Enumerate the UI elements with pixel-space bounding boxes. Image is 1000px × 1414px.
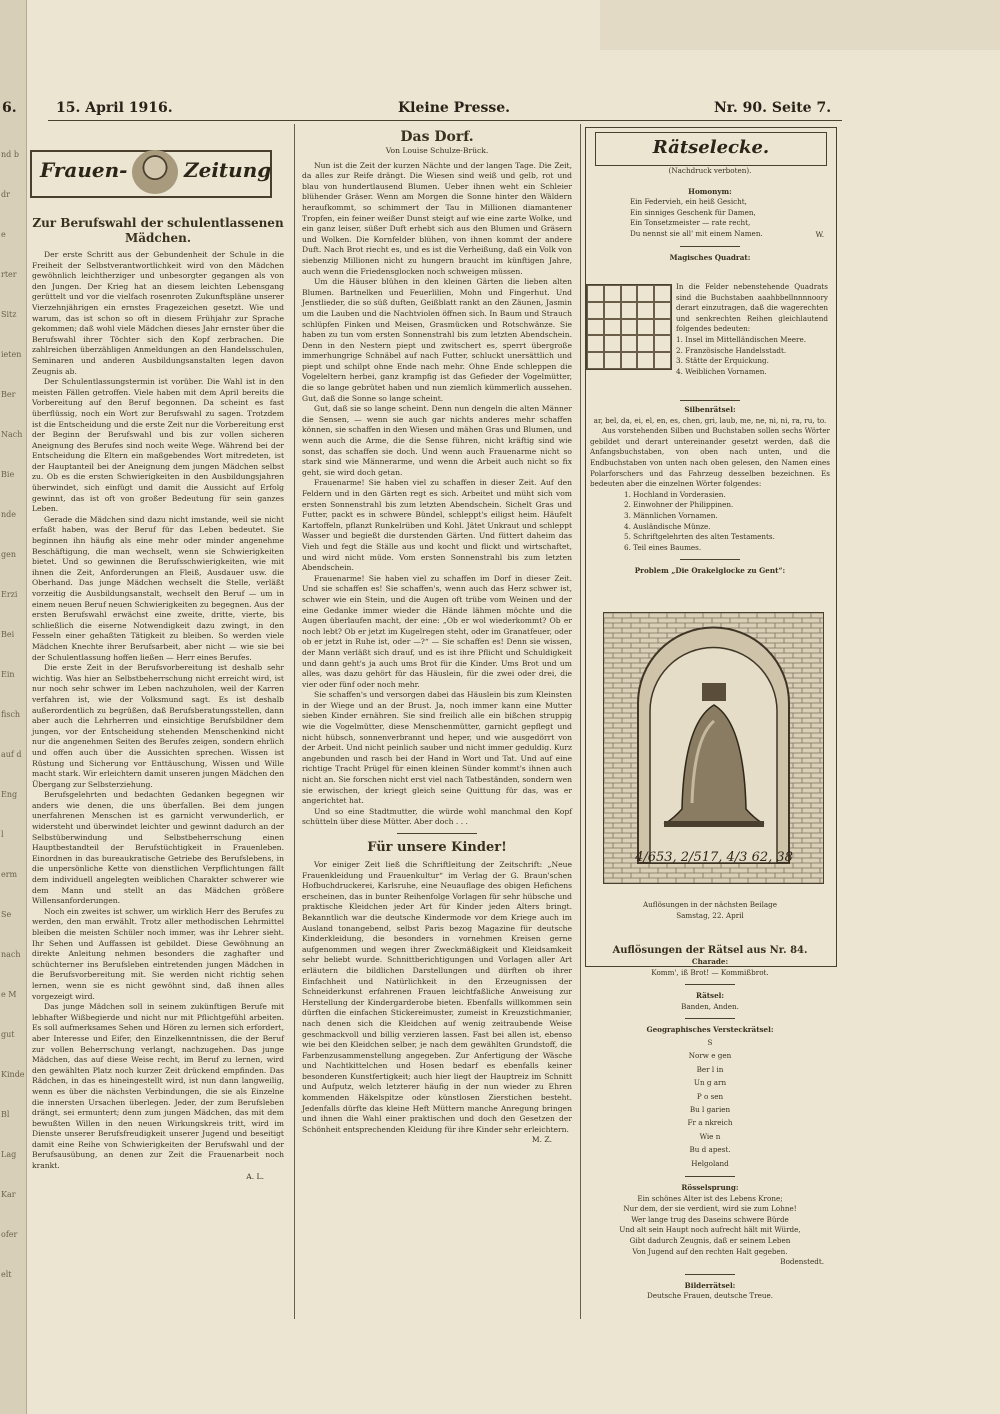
- paper-name: Kleine Presse.: [398, 100, 511, 116]
- section-title: Charade:: [691, 957, 729, 966]
- paragraph: Berufsgelehrten und bedachten Gedanken begegnen wir anders wie denen, die uns überfallen. Bei dem jungen unerfahrenen Menschen ist es garnicht verwunderlich, er widersteht und überwindet leichter und gewinnt dadurch an der Selbstüberwindung und Selbstbeherrschung einen Hauptbestandteil der Berufstüchtigkeit in Frauenleben. Einordnen in das bureaukratische Getriebe des Berufslebens, in die unpersönliche Kette von dienstlichen Verpflichtungen fällt dem individuell angelegten weiblichen Charakter schwerer wie dem Mann und stellt an das Mädchen größere Willensanforderungen.: [32, 790, 284, 906]
- verse-line: Du nennst sie all' mit einem Namen.: [630, 228, 763, 238]
- solution-text: Deutsche Frauen, deutsche Treue.: [646, 1291, 774, 1301]
- neighbor-text-fragment: erm: [1, 870, 18, 879]
- paper-top-edge: [600, 0, 1000, 50]
- page-date: 15. April 1916.: [56, 100, 173, 116]
- neighbor-text-fragment: e M: [1, 990, 17, 999]
- neighbor-text-fragment: Nach: [1, 430, 23, 439]
- verse-line: Ein Tonsetzmeister — rate recht,: [630, 218, 751, 228]
- signature: Bodenstedt.: [780, 1257, 824, 1267]
- banner-left-word: Frauen-: [40, 158, 128, 182]
- note-line: Samstag, 22. April: [676, 910, 744, 920]
- quadrat-text: [676, 282, 828, 377]
- article-title: Für unsere Kinder!: [367, 840, 507, 855]
- section-title: Problem „Die Orakelglocke zu Gent“:: [634, 566, 786, 576]
- divider: [680, 246, 740, 247]
- neighbor-text-fragment: nach: [1, 950, 21, 959]
- paragraph: Das junge Mädchen soll in seinem zukünftigen Berufe mit lebhafter Wißbegierde und nicht nur mit Pflichtgefühl arbeiten. Es soll aufmerksames Sehen und Hören zu lernen sich erfordert, aber Interesse und Eifer, den Einzelkenntnissen, die der Beruf zur vollen Beherrschung verlangt, nachzugehen. Das junge Mädchen, das auf diese Weise recht, im Beruf zu lernen, wird den gewählten Platz noch kurzer Zeit drückend empfinden. Das Rädchen, in das es hineingestellt wird, ist nun dann langweilig, wenn es über die nächsten Verbindungen, die sie als Einzelne die innersten Ursachen überlegen. Jeder, der zum Berufsleben drängt, sei ermuntert; denn zum jungen Mädchen, das mit dem bewußten Willen in den neuen Wirkungskreis tritt, wird im Dienste unserer Berufsfreudigkeit unserer Jugend und beseitigt damit eine Reihe von Schwierigkeiten der Berufswahl und der Berufsausübung, an denen zur Zeit die Frauenarbeit noch krankt.: [32, 1002, 284, 1171]
- section-title: Geographisches Versteckrätsel:: [646, 1025, 774, 1035]
- signature: W.: [815, 229, 824, 239]
- neighbor-text-fragment: gen: [1, 550, 17, 559]
- signature: A. L.: [246, 1171, 264, 1181]
- geo-solution: [590, 1036, 830, 1170]
- verse-line: Wer lange trug des Daseins schwere Bürde: [631, 1214, 789, 1224]
- neighbor-text-fragment: auf d: [1, 750, 22, 759]
- verse-line: Gibt dadurch Zeugnis, daß er seinem Leben: [629, 1236, 791, 1245]
- paragraph: Frauenarme! Sie haben viel zu schaffen im Dorf in dieser Zeit. Und sie schaffen es! Sie schaffen's, wenn auch das Herz schwer ist, schwer wie ein Stein, und die Augen oft trübe vom Weinen und der eine Gedanke immer wieder die Hände lähmen möchte und die Augen überlaufen macht, der eine: „Ob er wol wiederkommt? Ob er noch lebt? Ob er jetzt im Kugelregen steht, oder im Granatfeuer, oder ob er jetzt in Ruhe ist, oder —?“ — Sie schaffen es! Denn sie wissen, der Mann verläßt sich drauf, und es ist ihre Pflicht und Schuldigkeit und dann geht's ja auch ums Brot für die Kinder. Ums Brot und um alles, was dazu gehört für das Häuslein, für die zwei oder drei, die vier oder fünf oder noch mehr.: [302, 573, 572, 689]
- geo-line: Norw e gen: [688, 1051, 732, 1061]
- byline: Von Louise Schulze-Brück.: [385, 146, 489, 155]
- geo-line: Un g arn: [693, 1078, 727, 1088]
- silben-section: [590, 400, 830, 577]
- roessel-solution: [590, 1194, 830, 1258]
- geo-line: Ber l in: [696, 1064, 724, 1074]
- page-number-fragment: 6.: [2, 100, 17, 116]
- solutions: [590, 944, 830, 1302]
- paragraph: Sie schaffen's und versorgen dabei das Häuslein bis zum Kleinsten in der Wiege und an der Brust. Ja, noch immer kann eine Mutter sieben Kinder ernähren. Sie sind freilich alle ein bißchen struppig wie die Vogelmütter, diese Menschenmütter, garnicht gepflegt und nicht hübsch, sonnenverbrannt und heper, und wie ausgedörrt von der Arbeit. Und nicht peinlich sauber und nicht immer geduldig. Kurz angebunden und rasch bei der Hand in Wort und Tat. Und auf eine richtige Tracht Prügel für einen kleinen Sünder kommt's ihnen auch nicht an. Sie forschen nicht erst viel nach Tatbeständen, sondern wen sie erwischen, der kriegt gleich seine Quittung für das, was er angerichtet hat.: [302, 690, 572, 806]
- left-column: [32, 216, 284, 1182]
- paragraph: Der erste Schritt aus der Gebundenheit der Schule in die Freiheit der Selbstverantwortlichkeit wird von den Mädchen gewöhnlich leichtherziger und unbesorgter gegangen als von den Jungen. Der Krieg hat an diesem leichten Lebensgang gerüttelt und vor die vielfach rosenroten Zukunftspläne unserer Vierzehnjährigen ein ernstes Fragezeichen gesetzt. Wie und warum, das ist schon so oft in diesem Frühjahr zur Sprache gekommen; daß wohl viele Mädchen dieses Jahr ernster über die Berufswahl ihrer Töchter sich den Kopf zerbrachen. Die zahlreichen überzähligen Anmeldungen an den Handelsschulen, Seminaren und anderen Ausbildungsanstalten legen davon Zeugnis ab.: [32, 250, 284, 376]
- neighbor-text-fragment: ieten: [1, 350, 22, 359]
- list-item: 3. Männlichen Vornamen.: [624, 510, 718, 520]
- verse-line: Ein sinniges Geschenk für Damen,: [630, 207, 756, 217]
- list-item: 3. Stätte der Erquickung.: [676, 356, 769, 366]
- neighbor-text-fragment: Ber: [1, 390, 16, 399]
- paragraph: Aus vorstehenden Silben und Buchstaben sollen sechs Wörter gebildet und derart untereinander gesetzt werden, daß die Anfangsbuchstaben, von oben nach unten, und die Endbuchstaben von unten nach oben gelesen, den Namen eines Polarforschers und das Fahrzeug desselben bezeichnen. Es bedeuten aber die einzelnen Wörter folgendes:: [590, 426, 830, 489]
- paragraph: Gerade die Mädchen sind dazu nicht imstande, weil sie nicht erfaßt haben, was der Beruf für das Leben bedeutet. Sie beginnen ihn häufig als eine mehr oder minder angenehme Beschäftigung, die man wechselt, wenn sie Schwierigkeiten bietet. Und so gewinnen die Berufsschwierigkeiten, wie mit ihnen die Zeit, Anforderungen an Fleiß, Ausdauer usw. die Oberhand. Das junge Mädchen wechselt die Stelle, verläßt vorzeitig die Ausbildungsanstalt, wechselt den Beruf — um in einem neuen Beruf neuen Schwierigkeiten zu begegnen. Aus der ersten Berufswahl erwächst eine zweite, dritte, vierte, bis schließlich die eiserne Notwendigkeit dazu zwingt, in den Fesseln einer gehaßten Tätigkeit zu bleiben. So werden viele Mädchen Knechte ihrer Berufsarbeit, aber nicht — wie sie bei der Schulentlassung hoffen ließen — Herr eines Berufes.: [32, 514, 284, 662]
- neighbor-text-fragment: Se: [1, 910, 12, 919]
- divider: [685, 1018, 735, 1019]
- right-column: [590, 166, 830, 264]
- list-item: 2. Einwohner der Philippinen.: [624, 500, 734, 510]
- list-item: 5. Schriftgelehrten des alten Testaments.: [624, 532, 775, 542]
- section-title: Rätsel:: [695, 991, 725, 1001]
- orakelglocke-illustration: [603, 612, 824, 884]
- neighbor-text-fragment: rter: [1, 270, 17, 279]
- raetselecke-title: Rätselecke.: [595, 132, 827, 166]
- bell-drawing: [604, 613, 823, 883]
- geo-line: Helgoland: [691, 1158, 729, 1168]
- issue-page: Nr. 90. Seite 7.: [714, 100, 832, 116]
- neighbor-text-fragment: Erzi: [1, 590, 18, 599]
- section-title: Silbenrätsel:: [684, 405, 736, 414]
- geo-line: Wie n: [699, 1131, 721, 1141]
- list-item: 4. Ausländische Münze.: [624, 521, 711, 531]
- neighbor-text-fragment: Bie: [1, 470, 15, 479]
- neighbor-text-fragment: Bl: [1, 1110, 10, 1119]
- geo-line: Fr a nkreich: [687, 1118, 733, 1128]
- neighbor-text-fragment: Eng: [1, 790, 18, 799]
- problem-note: [590, 900, 830, 921]
- divider: [685, 1274, 735, 1275]
- verse-line: Ein Federvieh, ein heiß Gesicht,: [630, 197, 747, 207]
- section-title: Bilderrätsel:: [684, 1280, 736, 1290]
- verse-line: Nur dem, der sie verdient, wird sie zum Lohne!: [623, 1204, 797, 1214]
- section-title: Homonym:: [688, 186, 732, 196]
- paragraph: Und so eine Stadtmutter, die würde wohl manchmal den Kopf schütteln über diese Mütter. Aber doch . . .: [302, 806, 572, 827]
- neighbor-text-fragment: nd b: [1, 150, 19, 159]
- paragraph: Noch ein zweites ist schwer, um wirklich Herr des Berufes zu werden, den man erwählt. Trotz aller methodischen Lehrmittel bleiben die meisten Schüler noch immer, was ihr Lehrer sieht. Ihr Sehen und Auffassen ist gebildet. Diese Gewöhnung an direkte Anleitung nehmen besonders die zaghafter und schüchterner ins Berufsleben eintretenden jungen Mädchen in die Berufsvorbereitung mit. Sie werden nicht richtig sehen lernen, wenn sie es nicht gewöhnt sind, daß ihnen alles vorgezeigt wird.: [32, 906, 284, 1001]
- geo-line: Bu l garien: [689, 1105, 731, 1114]
- list-item: 1. Hochland in Vorderasien.: [624, 489, 726, 499]
- geo-line: P o sen: [696, 1091, 724, 1101]
- neighbor-text-fragment: Kar: [1, 1190, 16, 1199]
- bell-code: 4/653, 2/517, 4/3 62, 38: [635, 850, 793, 865]
- neighbor-text-fragment: Kinde: [1, 1070, 25, 1079]
- middle-column: [302, 128, 572, 1146]
- magic-square-grid: [586, 284, 672, 370]
- neighbor-text-fragment: ofer: [1, 1230, 18, 1239]
- paragraph: In die Felder nebenstehende Quadrats sind die Buchstaben aaahbbellnnnnoory derart einzutragen, daß die wagerechten und senkrechten Reihen gleichlautend folgendes bedeuten:: [676, 282, 828, 334]
- column-divider: [294, 124, 295, 1319]
- verse-line: Und alt sein Haupt noch aufrecht hält mit Würde,: [619, 1225, 801, 1235]
- woman-portrait-icon: [132, 150, 178, 194]
- note-line: Auflösungen in der nächsten Beilage: [642, 900, 778, 909]
- syllables: ar, bel, da, ei, el, en, es, chen, gri, laub, me, ne, ni, ni, ra, ru, to.: [593, 415, 827, 425]
- article-title: Das Dorf.: [400, 129, 474, 145]
- geo-line: Bu d apest.: [689, 1145, 731, 1155]
- list-item: 2. Französische Handelsstadt.: [676, 345, 787, 355]
- neighbor-page-strip: [0, 0, 27, 1414]
- neighbor-text-fragment: gut: [1, 1030, 15, 1039]
- neighbor-text-fragment: Ein: [1, 670, 15, 679]
- section-title: Magisches Quadrat:: [669, 253, 751, 263]
- geo-line: S: [707, 1037, 713, 1047]
- silben-list: [590, 490, 830, 554]
- neighbor-text-fragment: l: [1, 830, 4, 839]
- neighbor-text-fragment: e: [1, 230, 6, 239]
- paragraph: Die erste Zeit in der Berufsvorbereitung ist deshalb sehr wichtig. Was hier an Selbstbeherrschung nicht erreicht wird, ist nur noch sehr schwer im Leben nachzuholen, weil der Karren verfahren ist, wie der Volksmund sagt. Es ist deshalb außerordentlich zu begrüßen, daß Berufsberatungsstellen, dann aber auch die Lehrherren und einsichtige Berufsbildner dem jungen, vor der Entscheidung stehenden Menschenkind nicht nur die angenehmen Seiten des Berufes zeigen, sondern ehrlich und offen auch über die Aussichten sprechen. Wissen ist Rüstung und Sicherung vor Enttäuschung, Wissen und Wille macht stark. Wir erleichtern damit unseren jungen Mädchen den Übergang zur Selbsterziehung.: [32, 663, 284, 789]
- paragraph: Nun ist die Zeit der kurzen Nächte und der langen Tage. Die Zeit, da alles zur Reife drängt. Die Wiesen sind weiß und gelb, rot und blau von hundertlausend Blumen. Ueber ihnen weht ein Schleier blühender Gräser. Wenn am Morgen die Sonne hinter den Wäldern heraufkommt, so schimmert der Tau in Millionen diamantener Tropfen, ein feiner weißer Dunst steigt auf wie eine zarte Wolke, und ein ganz leiser, süßer Duft erhebt sich aus den Blumen und Gräsern und Wolken. Die Kornfelder blühen, von ihnen kommt der andere Duft. Nach Brot riecht es, und es ist die Verheißung, daß ein Volk von siebenzig Millionen nicht zu hungern braucht im künftigen Jahre, auch wenn die Friedensglocken noch schweigen müssen.: [302, 160, 572, 276]
- divider: [685, 1176, 735, 1177]
- neighbor-text-fragment: Sitz: [1, 310, 17, 319]
- verse-line: Von Jugend auf den rechten Halt gegeben.: [632, 1246, 788, 1256]
- divider: [397, 833, 477, 834]
- divider: [685, 984, 735, 985]
- paragraph: Der Schulentlassungstermin ist vorüber. Die Wahl ist in den meisten Fällen getroffen. Viele haben mit dem April bereits die Vorbereitung auf den Beruf begonnen. Da scheint es fast überflüssig, noch ein Wort zur Berufswahl zu sagen. Trotzdem ist die Entscheidung und die erste Zeit nur die Vorbereitung erst der Beginn der Berufswahl und bis zur vollen sicheren Aneignung des Berufes sind noch weite Wege. Während bei der Entscheidung die Eltern ein maßgebendes Wort mitredeten, ist der Hauptanteil bei der Aneignung dem jungen Mädchen selbst zu. Ob es die ersten Schwierigkeiten in den Ausbildungsjahren überwindet, sich einfügt und damit die Aussicht auf Erfolg gewinnt, das ist oft von großer Bedeutung für sein ganzes Leben.: [32, 377, 284, 514]
- header-rule: [48, 120, 842, 121]
- solution-text: Banden, Anden.: [681, 1001, 739, 1011]
- neighbor-text-fragment: fisch: [1, 710, 21, 719]
- divider: [680, 400, 740, 401]
- column-divider: [580, 124, 581, 1319]
- verse-line: Ein schönes Alter ist des Lebens Krone;: [637, 1193, 783, 1203]
- section-title: Auflösungen der Rätsel aus Nr. 84.: [612, 945, 808, 956]
- neighbor-text-fragment: elt: [1, 1270, 12, 1279]
- subtitle: (Nachdruck verboten).: [668, 166, 752, 175]
- paragraph: Gut, daß sie so lange scheint. Denn nun dengeln die alten Männer die Sensen, — wenn sie auch gar nichts anderes mehr schaffen können, sie schaffen in den Wiesen und mähen Gras und Blumen, und wenn auch die Arme, die die Sense führen, nicht kräftig sind wie sonst, das schaffen sie doch. Und wenn auch Frauenarme nicht so stark sind wie Männerarme, und wenn die Arbeit auch nicht so fix geht, sie wird doch getan.: [302, 404, 572, 477]
- frauen-zeitung-banner: [30, 150, 272, 198]
- banner-right-word: Zeitung: [184, 158, 272, 182]
- list-item: 6. Teil eines Baumes.: [624, 542, 702, 552]
- paragraph: Frauenarme! Sie haben viel zu schaffen in dieser Zeit. Auf den Feldern und in den Gärten regt es sich. Arbeitet und müht sich vom ersten Sonnenstrahl bis zum letzten Abendschein. Sichelt Gras und Futter, packt es in schwere Bündel, schleppt's eiligst heim. Häufelt Kartoffeln, pflanzt Runkelrüben und Kohl. Jätet Unkraut und schleppt Wasser und begießt die durstenden Gärten. Und füttert daheim das Vieh und fegt die Ställe aus und kocht und flickt und wirtschaftet, und wird nicht müde. Vom ersten Sonnenstrahl bis zum letzten Abendschein.: [302, 478, 572, 573]
- neighbor-text-fragment: dr: [1, 190, 10, 199]
- solution-text: Komm', iß Brot! — Kommißbrot.: [651, 967, 769, 977]
- signature: M. Z.: [531, 1135, 552, 1145]
- neighbor-text-fragment: Bei: [1, 630, 15, 639]
- neighbor-text-fragment: nde: [1, 510, 17, 519]
- article-body: [32, 250, 284, 1172]
- article-title: Zur Berufswahl der schulentlassenen Mädchen.: [32, 216, 284, 245]
- neighbor-text-fragment: Lag: [1, 1150, 17, 1159]
- list-item: 1. Insel im Mittelländischen Meere.: [676, 334, 806, 344]
- divider: [680, 559, 740, 560]
- section-title: Rösselsprung:: [681, 1183, 739, 1193]
- paragraph: Vor einiger Zeit ließ die Schriftleitung der Zeitschrift: „Neue Frauenkleidung und Frauenkultur“ im Verlag der G. Braun'schen Hofbuchdruckerei, Karlsruhe, eine Neuauflage des obigen Hefichens erscheinen, das in bunter Reihenfolge Vorlagen für sehr hübsche und praktische Kleidchen jeder Art für Kinder jeden Alters bringt. Bekanntlich war die deutsche Kindermode vor dem Kriege auch im Ausland tonangebend, selbst Paris bezog Magazine für deutsche Kinderkleidung, die besonders in vornehmen Kreisen gerne aufgenommen und wegen ihrer Zweckmäßigkeit und Kleidsamkeit sehr beliebt wurde. Schnittberichtigungen und Vorlagen aller Art erläutern die bildlichen Darstellungen und dürften ob ihrer Einfachheit und Natürlichkeit in den Erzeugnissen der Schneiderkunst erfahrenen Frauen leichtfaßliche Anweisung zur Herstellung der Kindergarderobe bieten. Ebenfalls willkommen sein dürften die einfachen Stickereimuster, zumeist in Kreuzstichmanier, nach denen sich die Kleidchen auf wenig zeitraubende Weise geschmackvoll und billig verzieren lassen. Fast bei allen ist, ebenso wie bei den Kleidchen selber, je nach dem gewählten Grundstoff, die Farbenzusammenstellung angegeben. Zur Anfertigung der Wäsche und Nachtkittelchen und Hosen bedarf es ebenfalls keiner besonderen Kunstfertigkeit; auch hier liegt der Hauptreiz im Schnitt und Aufputz, welch letzterer häufig in der nun wieder zu Ehren kommenden Häkelspitze oder künstlosen Zierstichen besteht. Jedenfalls dürfte das kleine Heft Müttern manche Anregung bringen und ihnen die Wahl einer praktischen und doch den Gesetzen der Schönheit entsprechenden Kleidung für ihre Kinder sehr erleichtern.: [302, 860, 572, 1134]
- paragraph: Um die Häuser blühen in den kleinen Gärten die lieben alten Blumen. Bartnelken und Feuerlilien, Mohn und Fingerhut. Und Jenstlieder, die so süß duften, Geißblatt rankt an den Zäunen, Jasmin um die Lauben und die Nachtviolen öffnen sich. In Baum und Strauch schlüpfen Finken und Meisen, Grasmücken und Rotschwänze. Sie haben zu tun vom ersten Sonnenstrahl bis zum letzten Abendschein. Denn in den Nestern piept und zwitschert es, sperrt übergroße immerhungrige Schnäbel auf nach Futter, schluckt unersättlich und piept und schilpt ohne Ende nach mehr. Ohne Ende schleppen die Vogeleltern herbei, ganz krampfig ist das Gefieder der Vogelmütter, die so lange gebrütet haben und nun ziemlich kümmerlich aussehen. Gut, daß die Sonne so lange scheint.: [302, 277, 572, 403]
- list-item: 4. Weiblichen Vornamen.: [676, 366, 767, 376]
